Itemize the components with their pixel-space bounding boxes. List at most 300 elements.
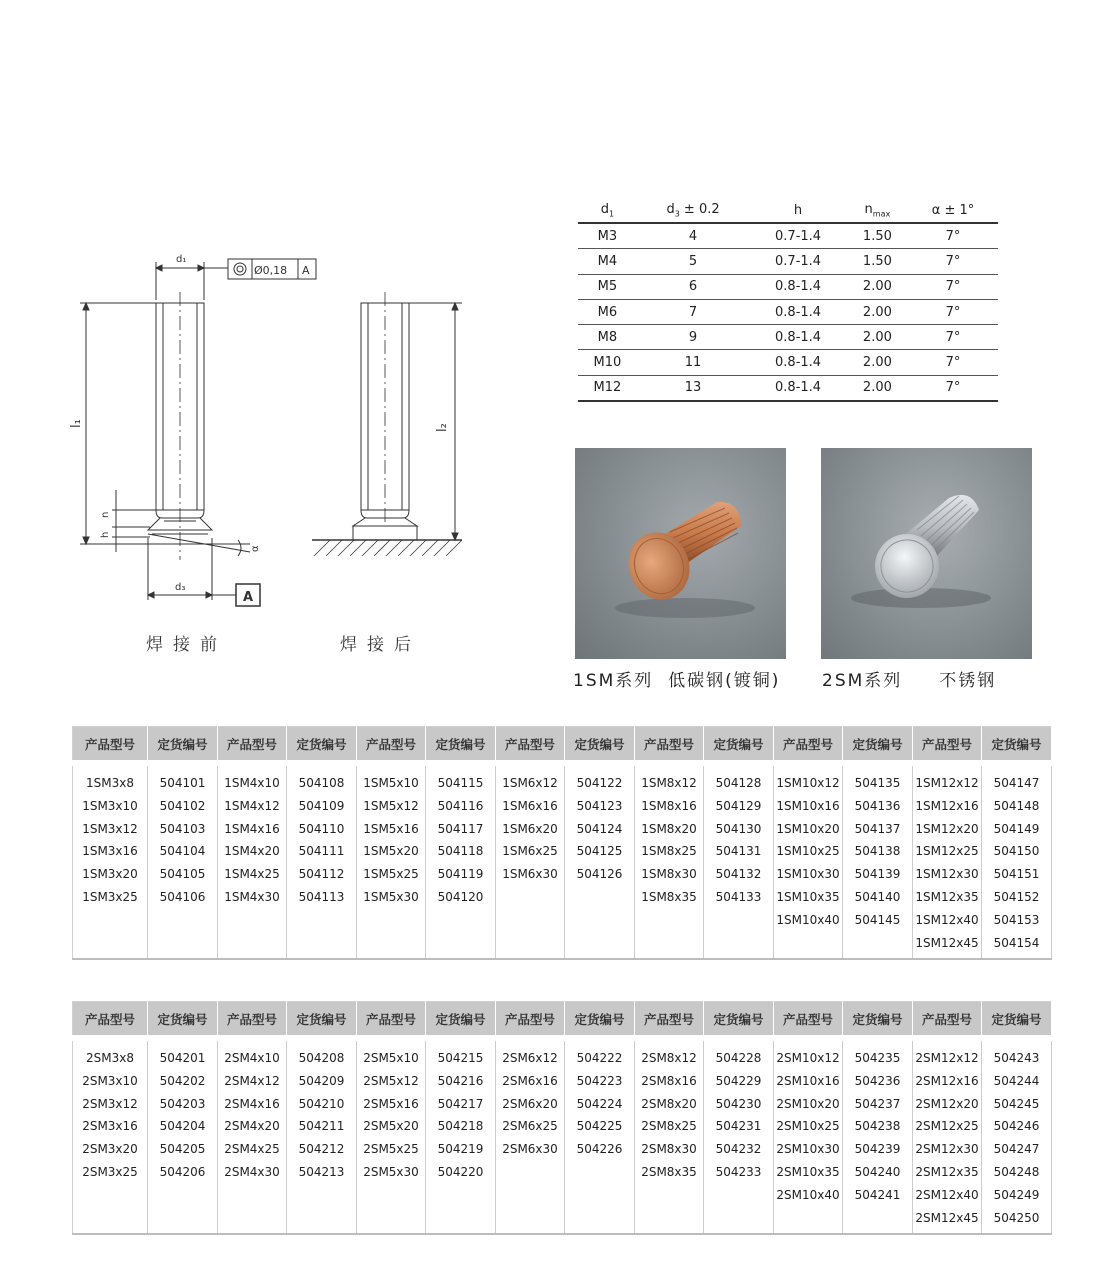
product-model: 1SM4x30 <box>224 889 280 904</box>
photo-2sm-stainless-stud <box>821 448 1032 659</box>
column-header-code: 定货编号 <box>287 727 357 764</box>
spec-header-alpha: α ± 1° <box>908 198 998 223</box>
spec-cell: 4 <box>637 223 750 249</box>
order-code: 504110 <box>298 821 345 836</box>
label-h: h <box>100 531 111 538</box>
caption-before-welding: 焊接前 <box>146 635 227 655</box>
product-model: 2SM6x12 <box>502 1051 558 1065</box>
product-model: 1SM4x10 <box>224 776 280 790</box>
product-model: 1SM6x20 <box>502 821 558 836</box>
product-model: 2SM8x12 <box>641 1051 697 1065</box>
product-model: 1SM3x10 <box>82 798 138 813</box>
column-header-code: 定货编号 <box>704 727 774 764</box>
datum-a: A <box>243 590 254 605</box>
tol-value: Ø0,18 <box>254 264 288 277</box>
order-code: 504116 <box>437 798 484 813</box>
order-code: 504201 <box>159 1051 206 1065</box>
column-header-code: 定货编号 <box>565 727 635 764</box>
column-header-code: 定货编号 <box>982 1002 1052 1039</box>
product-model: 2SM4x12 <box>224 1073 280 1088</box>
parts-table-1sm <box>72 726 1052 960</box>
order-code-column <box>843 763 913 959</box>
spec-row <box>578 350 998 375</box>
product-model: 2SM4x10 <box>224 1051 280 1065</box>
product-model: 2SM3x16 <box>82 1119 138 1134</box>
product-model: 2SM4x25 <box>224 1142 280 1157</box>
order-code: 504133 <box>715 889 762 904</box>
order-code: 504125 <box>576 844 623 859</box>
product-model: 1SM12x16 <box>915 798 979 813</box>
product-model: 1SM6x25 <box>502 844 558 859</box>
order-code: 504106 <box>159 889 206 904</box>
product-model: 2SM8x20 <box>641 1096 697 1111</box>
order-code: 504236 <box>854 1073 901 1088</box>
spec-cell: 7° <box>908 325 998 350</box>
model-column <box>635 1038 704 1234</box>
product-model: 1SM8x30 <box>641 867 697 882</box>
spec-cell: 0.8-1.4 <box>749 325 846 350</box>
order-code: 504243 <box>993 1051 1040 1065</box>
order-code: 504148 <box>993 798 1040 813</box>
order-code: 504203 <box>159 1096 206 1111</box>
order-code: 504152 <box>993 889 1040 904</box>
model-column <box>357 1038 426 1234</box>
spec-cell: 0.8-1.4 <box>749 375 846 401</box>
order-code: 504124 <box>576 821 623 836</box>
order-code-column <box>982 1038 1052 1234</box>
product-model: 1SM6x16 <box>502 798 558 813</box>
product-model: 1SM12x35 <box>915 889 979 904</box>
order-code: 504150 <box>993 844 1040 859</box>
order-code: 504239 <box>854 1142 901 1157</box>
model-column <box>774 1038 843 1234</box>
spec-row <box>578 223 998 249</box>
order-code: 504111 <box>298 844 345 859</box>
order-code: 504212 <box>298 1142 345 1157</box>
order-code: 504138 <box>854 844 901 859</box>
spec-cell: M3 <box>578 223 637 249</box>
order-code: 504225 <box>576 1119 623 1134</box>
order-code: 504112 <box>298 867 345 882</box>
product-model: 1SM10x40 <box>776 912 840 927</box>
spec-cell: M6 <box>578 299 637 324</box>
order-code: 504223 <box>576 1073 623 1088</box>
order-code: 504202 <box>159 1073 206 1088</box>
order-code: 504104 <box>159 844 206 859</box>
product-model: 2SM8x30 <box>641 1142 697 1157</box>
order-code: 504151 <box>993 867 1040 882</box>
order-code: 504120 <box>437 889 484 904</box>
product-model: 1SM12x25 <box>915 844 979 859</box>
spec-cell: 7° <box>908 223 998 249</box>
spec-cell: 0.7-1.4 <box>749 223 846 249</box>
column-header-model: 产品型号 <box>73 1002 148 1039</box>
order-code: 504246 <box>993 1119 1040 1134</box>
product-model: 2SM6x16 <box>502 1073 558 1088</box>
product-model: 1SM4x20 <box>224 844 280 859</box>
spec-cell: M12 <box>578 375 637 401</box>
order-code: 504249 <box>993 1187 1040 1202</box>
spec-header-row <box>578 198 998 223</box>
product-model: 2SM12x30 <box>915 1142 979 1157</box>
product-model: 2SM3x20 <box>82 1142 138 1157</box>
spec-cell: 2.00 <box>847 375 908 401</box>
product-model: 2SM12x40 <box>915 1187 979 1202</box>
spec-cell: 7° <box>908 249 998 274</box>
order-code-column <box>148 763 218 959</box>
order-code: 504211 <box>298 1119 345 1134</box>
spec-row <box>578 375 998 401</box>
parts-table-2sm <box>72 1001 1052 1235</box>
product-model: 1SM5x20 <box>363 844 419 859</box>
order-code: 504137 <box>854 821 901 836</box>
order-code: 504237 <box>854 1096 901 1111</box>
caption-after-welding: 焊接后 <box>340 635 421 655</box>
order-code: 504217 <box>437 1096 484 1111</box>
model-column <box>357 763 426 959</box>
product-model: 1SM8x16 <box>641 798 697 813</box>
order-code: 504140 <box>854 889 901 904</box>
product-model: 2SM12x12 <box>915 1051 979 1065</box>
order-code-column <box>982 763 1052 959</box>
order-code: 504232 <box>715 1142 762 1157</box>
order-code-column <box>426 763 496 959</box>
spec-cell: 2.00 <box>847 299 908 324</box>
order-code: 504145 <box>854 912 901 927</box>
product-model: 1SM10x25 <box>776 844 840 859</box>
product-model: 2SM10x40 <box>776 1187 840 1202</box>
model-column <box>496 1038 565 1234</box>
spec-cell: 0.7-1.4 <box>749 249 846 274</box>
product-model: 1SM8x20 <box>641 821 697 836</box>
order-code: 504108 <box>298 776 345 790</box>
order-code: 504244 <box>993 1073 1040 1088</box>
order-code: 504119 <box>437 867 484 882</box>
order-code: 504139 <box>854 867 901 882</box>
model-column <box>73 1038 148 1234</box>
product-model: 2SM10x12 <box>776 1051 840 1065</box>
spec-cell: 7° <box>908 375 998 401</box>
spec-cell: M10 <box>578 350 637 375</box>
spec-cell: 0.8-1.4 <box>749 299 846 324</box>
column-header-model: 产品型号 <box>774 727 843 764</box>
product-model: 1SM5x16 <box>363 821 419 836</box>
order-code: 504224 <box>576 1096 623 1111</box>
column-header-code: 定货编号 <box>565 1002 635 1039</box>
order-code: 504248 <box>993 1164 1040 1179</box>
label-d1: d₁ <box>176 254 187 265</box>
order-code: 504226 <box>576 1142 623 1157</box>
order-code: 504241 <box>854 1187 901 1202</box>
spec-cell: 0.8-1.4 <box>749 274 846 299</box>
order-code: 504102 <box>159 798 206 813</box>
product-model: 2SM3x10 <box>82 1073 138 1088</box>
order-code: 504132 <box>715 867 762 882</box>
order-code: 504115 <box>437 776 484 790</box>
label-d3: d₃ <box>175 582 186 593</box>
product-model: 1SM4x16 <box>224 821 280 836</box>
spec-header-nmax: $n_{max}$ <box>847 198 908 223</box>
order-code: 504128 <box>715 776 762 790</box>
product-model: 2SM10x16 <box>776 1073 840 1088</box>
product-model: 1SM6x30 <box>502 867 558 882</box>
column-header-code: 定货编号 <box>287 1002 357 1039</box>
order-code: 504233 <box>715 1164 762 1179</box>
model-column <box>635 763 704 959</box>
product-model: 1SM3x16 <box>82 844 138 859</box>
product-model: 1SM10x12 <box>776 776 840 790</box>
product-model: 1SM12x40 <box>915 912 979 927</box>
spec-cell: 7° <box>908 299 998 324</box>
label-n: n <box>100 511 111 518</box>
spec-cell: 2.00 <box>847 325 908 350</box>
order-code: 504130 <box>715 821 762 836</box>
parts-2sm-header-row <box>73 1002 1052 1039</box>
model-column <box>73 763 148 959</box>
order-code: 504101 <box>159 776 206 790</box>
product-model: 2SM3x12 <box>82 1096 138 1111</box>
spec-cell: M8 <box>578 325 637 350</box>
product-model: 1SM5x30 <box>363 889 419 904</box>
order-code: 504154 <box>993 935 1040 950</box>
parts-1sm-body-row <box>73 763 1052 959</box>
order-code: 504109 <box>298 798 345 813</box>
column-header-model: 产品型号 <box>913 727 982 764</box>
spec-cell: 1.50 <box>847 249 908 274</box>
product-model: 2SM5x16 <box>363 1096 419 1111</box>
product-model: 1SM4x25 <box>224 867 280 882</box>
spec-row <box>578 274 998 299</box>
product-model: 1SM3x8 <box>86 776 134 790</box>
product-model: 2SM12x25 <box>915 1119 979 1134</box>
product-model: 1SM5x10 <box>363 776 419 790</box>
spec-cell: 0.8-1.4 <box>749 350 846 375</box>
order-code: 504219 <box>437 1142 484 1157</box>
product-model: 2SM5x25 <box>363 1142 419 1157</box>
label-l1: l₁ <box>69 419 84 428</box>
product-model: 2SM10x25 <box>776 1119 840 1134</box>
order-code: 504136 <box>854 798 901 813</box>
caption-1sm-series: 1SM系列 低碳钢(镀铜) <box>573 671 781 691</box>
product-model: 1SM12x20 <box>915 821 979 836</box>
order-code: 504235 <box>854 1051 901 1065</box>
order-code: 504213 <box>298 1164 345 1179</box>
product-model: 2SM10x20 <box>776 1096 840 1111</box>
order-code: 504113 <box>298 889 345 904</box>
order-code-column <box>565 763 635 959</box>
product-model: 2SM12x45 <box>915 1210 979 1225</box>
column-header-code: 定货编号 <box>148 1002 218 1039</box>
model-column <box>774 763 843 959</box>
spec-header-h: h <box>749 198 846 223</box>
column-header-model: 产品型号 <box>635 1002 704 1039</box>
order-code: 504216 <box>437 1073 484 1088</box>
column-header-model: 产品型号 <box>357 1002 426 1039</box>
spec-cell: 2.00 <box>847 274 908 299</box>
order-code: 504222 <box>576 1051 623 1065</box>
product-model: 2SM12x20 <box>915 1096 979 1111</box>
dimension-spec-table <box>578 198 998 402</box>
product-model: 2SM4x30 <box>224 1164 280 1179</box>
product-model: 1SM8x25 <box>641 844 697 859</box>
order-code: 504149 <box>993 821 1040 836</box>
order-code: 504122 <box>576 776 623 790</box>
parts-1sm-header-row <box>73 727 1052 764</box>
product-model: 1SM3x12 <box>82 821 138 836</box>
order-code: 504215 <box>437 1051 484 1065</box>
spec-row <box>578 299 998 324</box>
spec-cell: 7° <box>908 350 998 375</box>
order-code: 504208 <box>298 1051 345 1065</box>
column-header-code: 定货编号 <box>982 727 1052 764</box>
label-alpha: α <box>250 545 261 552</box>
order-code: 504220 <box>437 1164 484 1179</box>
product-model: 1SM8x35 <box>641 889 697 904</box>
product-model: 1SM10x20 <box>776 821 840 836</box>
spec-cell: M4 <box>578 249 637 274</box>
column-header-code: 定货编号 <box>843 727 913 764</box>
product-model: 1SM5x12 <box>363 798 419 813</box>
product-model: 2SM4x20 <box>224 1119 280 1134</box>
spec-cell: 2.00 <box>847 350 908 375</box>
order-code: 504126 <box>576 867 623 882</box>
product-model: 2SM5x30 <box>363 1164 419 1179</box>
column-header-model: 产品型号 <box>218 1002 287 1039</box>
order-code: 504247 <box>993 1142 1040 1157</box>
spec-cell: 7 <box>637 299 750 324</box>
product-model: 1SM8x12 <box>641 776 697 790</box>
order-code: 504117 <box>437 821 484 836</box>
order-code: 504123 <box>576 798 623 813</box>
order-code: 504105 <box>159 867 206 882</box>
spec-cell: 6 <box>637 274 750 299</box>
order-code: 504118 <box>437 844 484 859</box>
product-model: 2SM10x35 <box>776 1164 840 1179</box>
product-model: 1SM12x30 <box>915 867 979 882</box>
product-model: 2SM5x20 <box>363 1119 419 1134</box>
order-code: 504231 <box>715 1119 762 1134</box>
column-header-model: 产品型号 <box>496 727 565 764</box>
order-code-column <box>565 1038 635 1234</box>
column-header-model: 产品型号 <box>635 727 704 764</box>
model-column <box>913 763 982 959</box>
product-model: 1SM10x30 <box>776 867 840 882</box>
order-code: 504209 <box>298 1073 345 1088</box>
product-model: 2SM8x16 <box>641 1073 697 1088</box>
product-model: 2SM10x30 <box>776 1142 840 1157</box>
product-model: 2SM5x10 <box>363 1051 419 1065</box>
product-model: 1SM12x45 <box>915 935 979 950</box>
order-code: 504147 <box>993 776 1040 790</box>
product-model: 1SM3x20 <box>82 867 138 882</box>
spec-cell: 5 <box>637 249 750 274</box>
spec-cell: 11 <box>637 350 750 375</box>
order-code: 504210 <box>298 1096 345 1111</box>
product-model: 1SM10x16 <box>776 798 840 813</box>
caption-2sm-series: 2SM系列 不锈钢 <box>822 671 997 691</box>
order-code-column <box>426 1038 496 1234</box>
product-model: 2SM6x25 <box>502 1119 558 1134</box>
order-code: 504230 <box>715 1096 762 1111</box>
product-model: 2SM6x30 <box>502 1142 558 1157</box>
order-code-column <box>287 1038 357 1234</box>
product-model: 2SM3x25 <box>82 1164 138 1179</box>
product-model: 1SM6x12 <box>502 776 558 790</box>
column-header-model: 产品型号 <box>357 727 426 764</box>
model-column <box>218 763 287 959</box>
product-model: 2SM4x16 <box>224 1096 280 1111</box>
product-model: 1SM3x25 <box>82 889 138 904</box>
spec-cell: 9 <box>637 325 750 350</box>
order-code: 504129 <box>715 798 762 813</box>
product-model: 1SM10x35 <box>776 889 840 904</box>
product-model: 2SM3x8 <box>86 1051 134 1065</box>
spec-header-d1: $d_1$ <box>578 198 637 223</box>
order-code: 504205 <box>159 1142 206 1157</box>
column-header-code: 定货编号 <box>148 727 218 764</box>
order-code: 504228 <box>715 1051 762 1065</box>
order-code: 504153 <box>993 912 1040 927</box>
order-code: 504131 <box>715 844 762 859</box>
parts-2sm-body-row <box>73 1038 1052 1234</box>
order-code: 504229 <box>715 1073 762 1088</box>
column-header-model: 产品型号 <box>218 727 287 764</box>
spec-cell: 7° <box>908 274 998 299</box>
spec-row <box>578 325 998 350</box>
product-model: 2SM6x20 <box>502 1096 558 1111</box>
order-code: 504245 <box>993 1096 1040 1111</box>
order-code-column <box>704 763 774 959</box>
column-header-model: 产品型号 <box>774 1002 843 1039</box>
order-code: 504250 <box>993 1210 1040 1225</box>
column-header-model: 产品型号 <box>496 1002 565 1039</box>
model-column <box>913 1038 982 1234</box>
spec-cell: 1.50 <box>847 223 908 249</box>
order-code-column <box>704 1038 774 1234</box>
product-model: 2SM12x16 <box>915 1073 979 1088</box>
spec-row <box>578 249 998 274</box>
order-code: 504135 <box>854 776 901 790</box>
order-code: 504240 <box>854 1164 901 1179</box>
order-code: 504218 <box>437 1119 484 1134</box>
column-header-code: 定货编号 <box>843 1002 913 1039</box>
product-model: 2SM12x35 <box>915 1164 979 1179</box>
product-model: 2SM8x25 <box>641 1119 697 1134</box>
tol-datum: A <box>302 264 310 277</box>
order-code: 504103 <box>159 821 206 836</box>
label-l2: l₂ <box>435 423 450 432</box>
product-model: 2SM5x12 <box>363 1073 419 1088</box>
order-code-column <box>843 1038 913 1234</box>
product-model: 1SM4x12 <box>224 798 280 813</box>
photo-1sm-copper-stud <box>575 448 786 659</box>
column-header-code: 定货编号 <box>426 1002 496 1039</box>
column-header-code: 定货编号 <box>426 727 496 764</box>
spec-header-d3: $d_3 \pm 0.2$ <box>637 198 750 223</box>
spec-cell: 13 <box>637 375 750 401</box>
product-model: 1SM12x12 <box>915 776 979 790</box>
product-model: 1SM5x25 <box>363 867 419 882</box>
column-header-model: 产品型号 <box>913 1002 982 1039</box>
order-code: 504206 <box>159 1164 206 1179</box>
model-column <box>496 763 565 959</box>
order-code: 504238 <box>854 1119 901 1134</box>
model-column <box>218 1038 287 1234</box>
order-code-column <box>287 763 357 959</box>
order-code-column <box>148 1038 218 1234</box>
column-header-code: 定货编号 <box>704 1002 774 1039</box>
order-code: 504204 <box>159 1119 206 1134</box>
